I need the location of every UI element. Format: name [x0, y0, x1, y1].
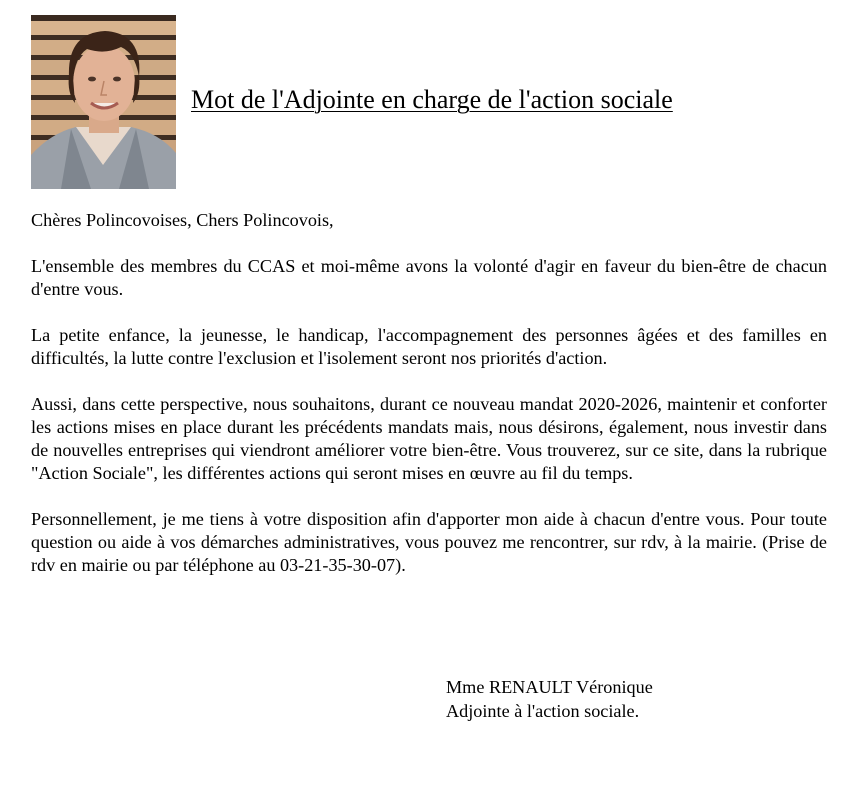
letter-paragraph: La petite enfance, la jeunesse, le handicap, l'accompagnement des personnes âgées et des familles en difficultés, la lutte contre l'exclusion et l'isolement seront nos priorités d'action. — [31, 325, 827, 368]
page-title: Mot de l'Adjointe en charge de l'action sociale — [191, 85, 673, 114]
signature-name: Mme RENAULT Véronique — [446, 677, 653, 697]
signature-block — [446, 675, 653, 723]
signature-role: Adjointe à l'action sociale. — [446, 701, 640, 721]
letter-paragraph: Personnellement, je me tiens à votre disposition afin d'apporter mon aide à chacun d'entre vous. Pour toute question ou aide à vos démarches administratives, vous pouvez me rencontrer, sur rdv, à la mairie. (Prise de rdv en mairie ou par téléphone au 03-21-35-30-07). — [31, 509, 827, 575]
portrait-photo — [31, 15, 176, 189]
letter-paragraph: L'ensemble des membres du CCAS et moi-même avons la volonté d'agir en faveur du bien-être de chacun d'entre vous. — [31, 256, 827, 299]
letter-greeting: Chères Polincovoises, Chers Polincovois, — [31, 210, 334, 230]
letter-paragraph: Aussi, dans cette perspective, nous souhaitons, durant ce nouveau mandat 2020-2026, maintenir et conforter les actions mises en place durant les précédents mandats mais, nous désirons, également, nous investir dans de nouvelles entreprises qui viendront améliorer votre bien-être. Vous trouverez, sur ce site, dans la rubrique "Action Sociale", les différentes actions qui seront mises en œuvre au fil du temps. — [31, 394, 827, 483]
letter-body — [31, 209, 827, 600]
